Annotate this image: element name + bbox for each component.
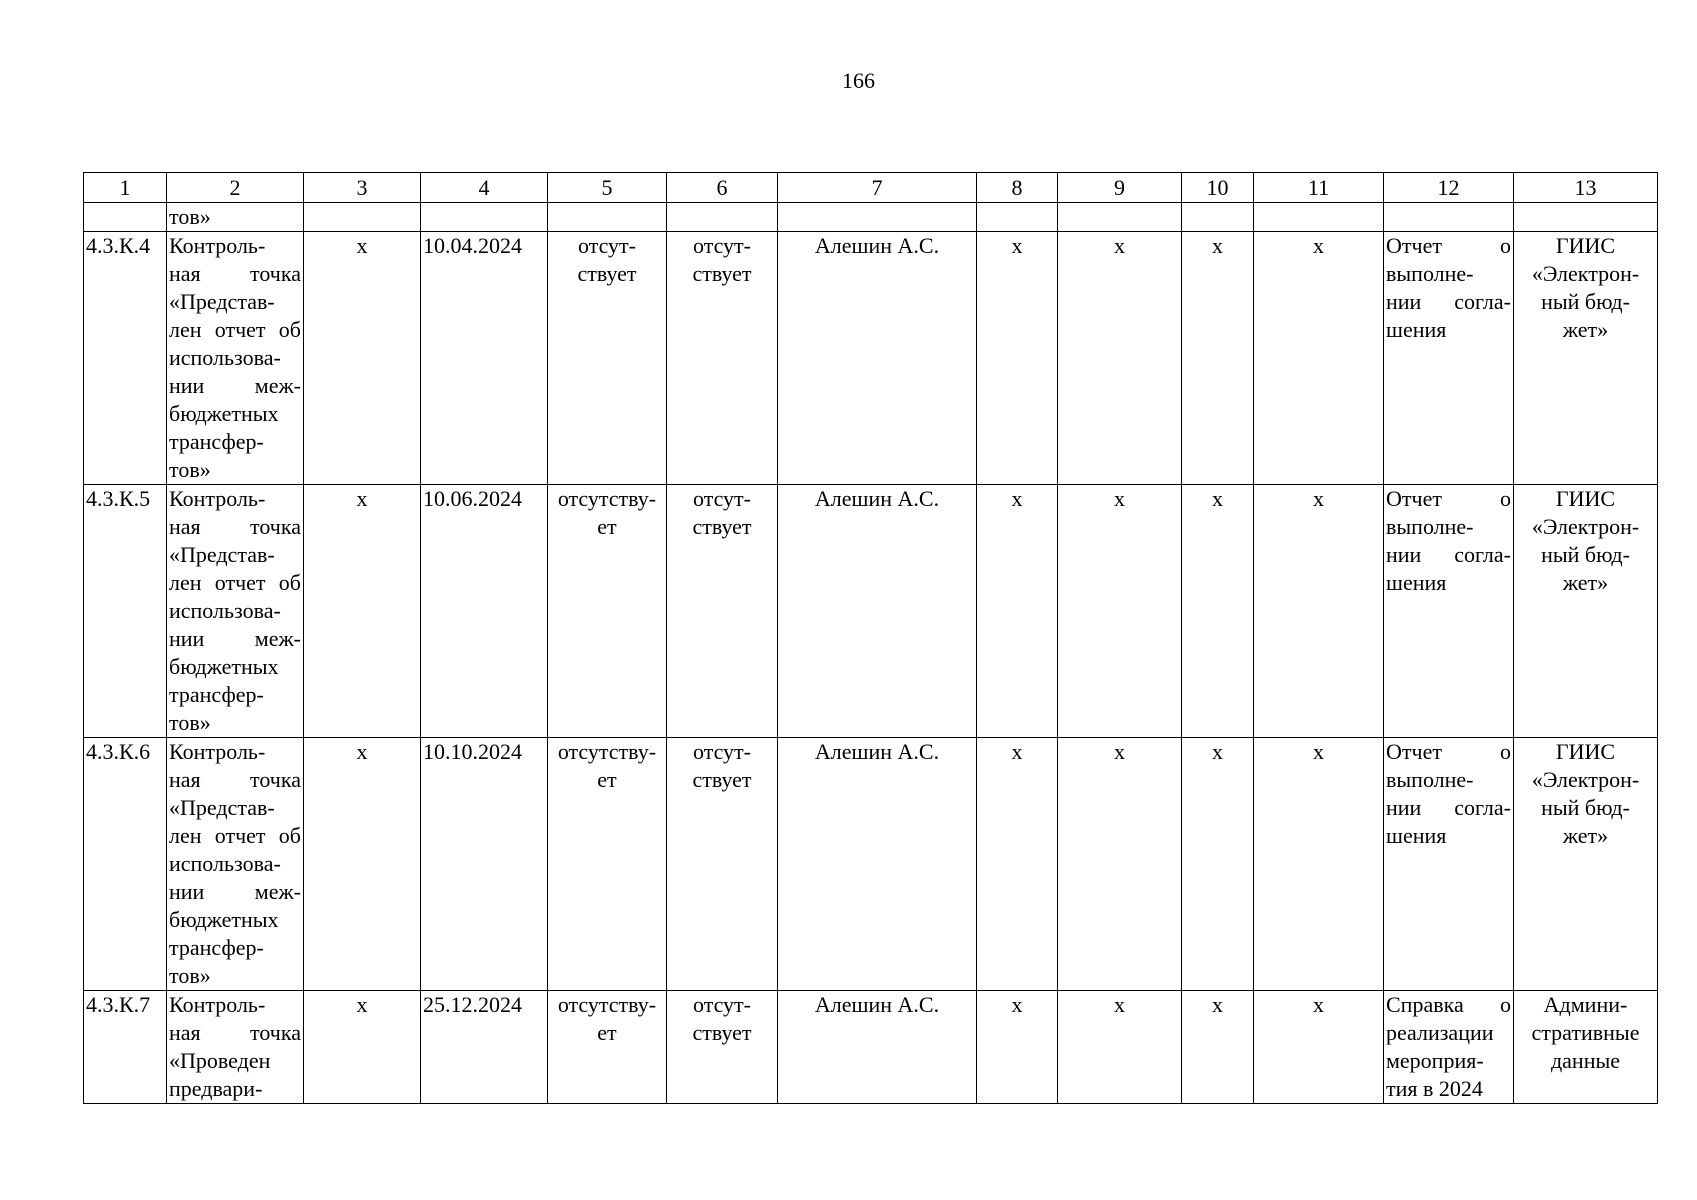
cell-col13-line: «Электрон- xyxy=(1531,767,1640,792)
cell-col6-line: отсут- xyxy=(692,992,751,1017)
cell-col5-line: ствует xyxy=(577,261,637,286)
cell-col5-line: отсутству- xyxy=(557,992,657,1017)
cell-col12-line: Отчет о xyxy=(1386,233,1511,258)
cell-col13-line: «Электрон- xyxy=(1531,514,1640,539)
row-name-line: «Представ- xyxy=(169,289,275,314)
cell-col3: x xyxy=(304,485,421,738)
header-cell-7: 7 xyxy=(778,173,977,203)
header-cell-2: 2 xyxy=(167,173,304,203)
row-name xyxy=(167,232,304,485)
row-name-line: использова- xyxy=(169,345,281,370)
header-cell-3: 3 xyxy=(304,173,421,203)
cell-col12-line: нии согла- xyxy=(1386,289,1511,314)
row-date: 10.04.2024 xyxy=(421,232,548,485)
row-name-line: ная точка xyxy=(169,1020,301,1045)
row-id: 4.3.К.5 xyxy=(84,485,167,738)
cell-col13 xyxy=(1514,232,1658,485)
cell-col6 xyxy=(667,991,778,1104)
cell-col3: x xyxy=(304,991,421,1104)
row-name-line: «Проведен xyxy=(169,1048,271,1073)
row-date: 10.10.2024 xyxy=(421,738,548,991)
cell-col8: x xyxy=(977,232,1058,485)
cell-col6-line: ствует xyxy=(692,1020,752,1045)
cell-col12-line: мероприя- xyxy=(1386,1048,1484,1073)
cell-col5-line: ет xyxy=(597,1020,617,1045)
cell-col9: x xyxy=(1058,485,1182,738)
cell-col3: x xyxy=(304,738,421,991)
cell-col9: x xyxy=(1058,738,1182,991)
row-name-line: бюджетных xyxy=(169,907,279,932)
cell-col12 xyxy=(1384,232,1514,485)
cell-col9: x xyxy=(1058,232,1182,485)
cell-col8: x xyxy=(977,485,1058,738)
row-responsible: Алешин А.С. xyxy=(778,485,977,738)
row-name-line: ная точка xyxy=(169,261,301,286)
cell-col8: x xyxy=(977,991,1058,1104)
cell-col13 xyxy=(1514,991,1658,1104)
cell-col5-line: отсут- xyxy=(577,233,636,258)
row-name-line: использова- xyxy=(169,598,281,623)
row-id: 4.3.К.6 xyxy=(84,738,167,991)
cell-col12-line: шения xyxy=(1386,570,1447,595)
cell-col13-line: ГИИС xyxy=(1555,486,1616,511)
header-cell-10: 10 xyxy=(1182,173,1254,203)
cell-col6 xyxy=(667,485,778,738)
cell-col11: x xyxy=(1254,232,1384,485)
cell-col13-line: Админи- xyxy=(1543,992,1628,1017)
row-name-line: Контроль- xyxy=(169,992,266,1017)
cell-col5-line: отсутству- xyxy=(557,486,657,511)
row-name-line: Контроль- xyxy=(169,486,266,511)
cell-col12-line: нии согла- xyxy=(1386,795,1511,820)
cell-col12-line: Отчет о xyxy=(1386,486,1511,511)
cell-col6-line: отсут- xyxy=(692,233,751,258)
header-cell-8: 8 xyxy=(977,173,1058,203)
cell-col6-line: ствует xyxy=(692,261,752,286)
row-name-line: Контроль- xyxy=(169,739,266,764)
cell-col12-line: нии согла- xyxy=(1386,542,1511,567)
row-name-line: «Представ- xyxy=(169,795,275,820)
cell-col5 xyxy=(548,991,667,1104)
cell-col13-line: жет» xyxy=(1562,823,1609,848)
cell-col13-line: жет» xyxy=(1562,317,1609,342)
continuation-row xyxy=(84,203,1658,232)
plan-table xyxy=(83,172,1658,1104)
table-row xyxy=(84,232,1658,485)
row-name-line: тов» xyxy=(169,457,211,482)
cell-col6-line: ствует xyxy=(692,514,752,539)
header-cell-9: 9 xyxy=(1058,173,1182,203)
cell-col1 xyxy=(84,203,167,232)
header-cell-6: 6 xyxy=(667,173,778,203)
header-cell-4: 4 xyxy=(421,173,548,203)
cell-col10: x xyxy=(1182,738,1254,991)
row-responsible: Алешин А.С. xyxy=(778,232,977,485)
cell-col13-line: ГИИС xyxy=(1555,233,1616,258)
row-name-line: бюджетных xyxy=(169,401,279,426)
cell-col12-line: выполне- xyxy=(1386,514,1474,539)
cell-col13-line: «Электрон- xyxy=(1531,261,1640,286)
row-name-line: лен отчет об xyxy=(169,570,301,595)
cell-col6-line: отсут- xyxy=(692,486,751,511)
table-row xyxy=(84,485,1658,738)
row-name-line: трансфер- xyxy=(169,429,264,454)
table-row xyxy=(84,991,1658,1104)
row-id: 4.3.К.7 xyxy=(84,991,167,1104)
cell-col5 xyxy=(548,485,667,738)
cell-col10: x xyxy=(1182,485,1254,738)
cell-col5 xyxy=(548,738,667,991)
row-name-line: нии меж- xyxy=(169,373,301,398)
header-cell-5: 5 xyxy=(548,173,667,203)
row-name-line: Контроль- xyxy=(169,233,266,258)
cell-col12-line: шения xyxy=(1386,317,1447,342)
row-id: 4.3.К.4 xyxy=(84,232,167,485)
cell-col12-line: тия в 2024 xyxy=(1386,1076,1483,1101)
header-cell-1: 1 xyxy=(84,173,167,203)
row-responsible: Алешин А.С. xyxy=(778,991,977,1104)
cell-col13-line: стративные xyxy=(1531,1020,1640,1045)
page-number: 166 xyxy=(842,68,875,93)
cell-col12 xyxy=(1384,738,1514,991)
header-cell-12: 12 xyxy=(1384,173,1514,203)
row-name xyxy=(167,738,304,991)
cell-col13-line: ГИИС xyxy=(1555,739,1616,764)
row-name-line: «Представ- xyxy=(169,542,275,567)
row-name-line: ная точка xyxy=(169,514,301,539)
cell-col13 xyxy=(1514,738,1658,991)
row-name-line: трансфер- xyxy=(169,682,264,707)
cell-col9: x xyxy=(1058,991,1182,1104)
row-name xyxy=(167,485,304,738)
cell-col13-line: данные xyxy=(1550,1048,1621,1073)
header-cell-11: 11 xyxy=(1254,173,1384,203)
table-row xyxy=(84,738,1658,991)
cell-col5-line: отсутству- xyxy=(557,739,657,764)
cell-col5-line: ет xyxy=(597,767,617,792)
cell-col13 xyxy=(1514,485,1658,738)
cell-col13-line: ный бюд- xyxy=(1541,289,1630,314)
row-name-line: тов» xyxy=(169,963,211,988)
cell-col6-line: отсут- xyxy=(692,739,751,764)
cell-col13-line: жет» xyxy=(1562,570,1609,595)
cell-col6-line: ствует xyxy=(692,767,752,792)
header-row xyxy=(84,173,1658,203)
cell-col11: x xyxy=(1254,485,1384,738)
cell-col12 xyxy=(1384,991,1514,1104)
row-name-line: предвари- xyxy=(169,1076,263,1101)
cell-col12-line: выполне- xyxy=(1386,767,1474,792)
row-date: 10.06.2024 xyxy=(421,485,548,738)
cell-col11: x xyxy=(1254,991,1384,1104)
cell-col12-line: Отчет о xyxy=(1386,739,1511,764)
cell-col2: тов» xyxy=(167,203,304,232)
cell-col13-line: ный бюд- xyxy=(1541,542,1630,567)
cell-col6 xyxy=(667,232,778,485)
cell-col11: x xyxy=(1254,738,1384,991)
cell-col5-line: ет xyxy=(597,514,617,539)
row-date: 25.12.2024 xyxy=(421,991,548,1104)
header-cell-13: 13 xyxy=(1514,173,1658,203)
cell-col12-line: шения xyxy=(1386,823,1447,848)
cell-col8: x xyxy=(977,738,1058,991)
cell-col12-line: Справка о xyxy=(1386,992,1511,1017)
row-name-line: лен отчет об xyxy=(169,823,301,848)
cell-col12-line: выполне- xyxy=(1386,261,1474,286)
cell-col5 xyxy=(548,232,667,485)
cell-col12-line: реализации xyxy=(1386,1020,1494,1045)
row-name-line: нии меж- xyxy=(169,879,301,904)
cell-col6 xyxy=(667,738,778,991)
row-name xyxy=(167,991,304,1104)
cell-col10: x xyxy=(1182,991,1254,1104)
cell-col13-line: ный бюд- xyxy=(1541,795,1630,820)
row-name-line: лен отчет об xyxy=(169,317,301,342)
row-name-line: трансфер- xyxy=(169,935,264,960)
row-name-line: использова- xyxy=(169,851,281,876)
cell-col3: x xyxy=(304,232,421,485)
cell-col12 xyxy=(1384,485,1514,738)
cell-col10: x xyxy=(1182,232,1254,485)
row-name-line: ная точка xyxy=(169,767,301,792)
row-name-line: нии меж- xyxy=(169,626,301,651)
row-name-line: бюджетных xyxy=(169,654,279,679)
row-responsible: Алешин А.С. xyxy=(778,738,977,991)
row-name-line: тов» xyxy=(169,710,211,735)
